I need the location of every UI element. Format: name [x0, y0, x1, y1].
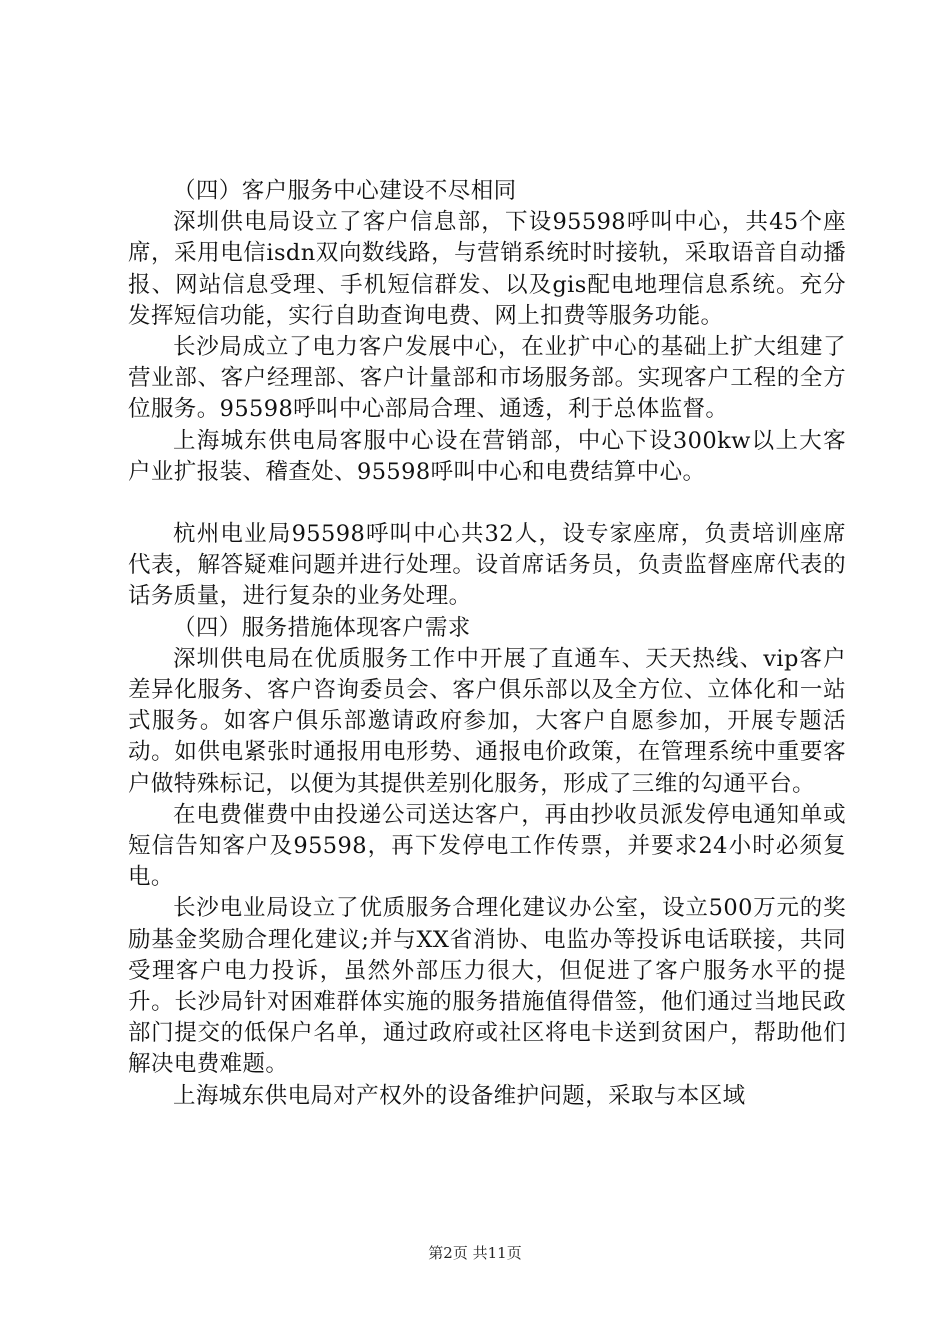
section-heading-service-measures: （四）服务措施体现客户需求 [173, 614, 471, 641]
paragraph-shenzhen-info-dept: 深圳供电局设立了客户信息部，下设95598呼叫中心，共45个座席，采用电信isdn双向数线路，与营销系统时时接轨，采取语音自动播报、网站信息受理、手机短信群发、以及gis配电地理信息系统。充分发挥短信功能，实行自助查询电费、网上扣费等服务功能。 [128, 209, 846, 329]
page-number: 第2页 [428, 1244, 468, 1262]
paragraph-shenzhen-quality-service: 深圳供电局在优质服务工作中开展了直通车、天天热线、vip客户差异化服务、客户咨询委员会、客户俱乐部以及全方位、立体化和一站式服务。如客户俱乐部邀请政府参加，大客户自愿参加，开展专题活动。如供电紧张时通报用电形势、通报电价政策，在管理系统中重要客户做特殊标记，以便为其提供差别化服务，形成了三维的勾通平台。 [128, 645, 846, 797]
page-footer [0, 1243, 950, 1263]
document-body [128, 176, 846, 1112]
paragraph-shanghai-chengdong: 上海城东供电局客服中心设在营销部，中心下设300kw以上大客户业扩报装、稽查处、95598呼叫中心和电费结算中心。 [128, 427, 846, 485]
paragraph-hangzhou-call-center: 杭州电业局95598呼叫中心共32人，设专家座席，负责培训座席代表，解答疑难问题并进行处理。设首席话务员，负责监督座席代表的话务质量，进行复杂的业务处理。 [128, 521, 846, 610]
paragraph-shanghai-equipment: 上海城东供电局对产权外的设备维护问题，采取与本区域 [173, 1082, 746, 1109]
paragraph-changsha-dev-center: 长沙局成立了电力客户发展中心，在业扩中心的基础上扩大组建了营业部、客户经理部、客户计量部和市场服务部。实现客户工程的全方位服务。95598呼叫中心部局合理、通透，利于总体监督。 [128, 334, 846, 423]
page-total: 共11页 [472, 1244, 522, 1262]
paragraph-changsha-suggestion-office: 长沙电业局设立了优质服务合理化建议办公室，设立500万元的奖励基金奖励合理化建议;并与XX省消协、电监办等投诉电话联接，共同受理客户电力投诉，虽然外部压力很大，但促进了客户服务水平的提升。长沙局针对困难群体实施的服务措施值得借签，他们通过当地民政部门提交的低保户名单，通过政府或社区将电卡送到贫困户，帮助他们解决电费难题。 [128, 895, 846, 1078]
section-heading-customer-service-center: （四）客户服务中心建设不尽相同 [173, 178, 517, 204]
paragraph-fee-collection: 在电费催费中由投递公司送达客户，再由抄收员派发停电通知单或短信告知客户及95598，再下发停电工作传票，并要求24小时必须复电。 [128, 801, 846, 891]
